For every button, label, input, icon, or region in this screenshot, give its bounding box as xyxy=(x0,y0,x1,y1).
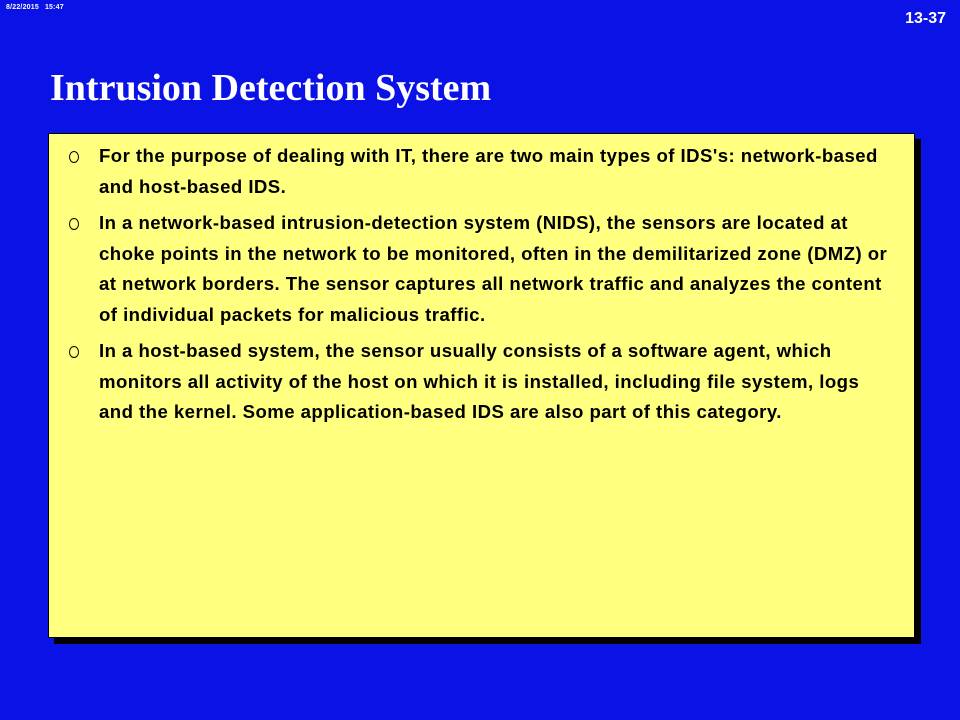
bullet-item xyxy=(69,141,899,202)
slide-title: Intrusion Detection System xyxy=(50,67,492,109)
slide-number: 13-37 xyxy=(905,10,946,27)
bullet-text: In a host-based system, the sensor usually consists of a software agent, which monitors all activity of the host on which it is installed, including file system, logs and the kernel. Some application-based IDS are also part of this category. xyxy=(99,340,860,422)
hollow-circle-bullet-icon xyxy=(69,218,79,230)
hollow-circle-bullet-icon xyxy=(69,151,79,163)
bullet-text: For the purpose of dealing with IT, there are two main types of IDS's: network-based and host-based IDS. xyxy=(99,145,878,197)
hollow-circle-bullet-icon xyxy=(69,346,79,358)
bullet-item xyxy=(69,208,899,330)
content-box xyxy=(48,133,915,638)
bullet-item xyxy=(69,336,899,428)
time-stamp: 15:47 xyxy=(44,4,64,11)
bullet-text: In a network-based intrusion-detection system (NIDS), the sensors are located at choke points in the network to be monitored, often in the demilitarized zone (DMZ) or at network borders. The sensor captures all network traffic and analyzes the content of individual packets for malicious traffic. xyxy=(99,212,888,325)
date-stamp: 8/22/2015 xyxy=(6,4,39,11)
meta-stamp xyxy=(6,4,64,11)
bullet-list xyxy=(69,141,899,434)
